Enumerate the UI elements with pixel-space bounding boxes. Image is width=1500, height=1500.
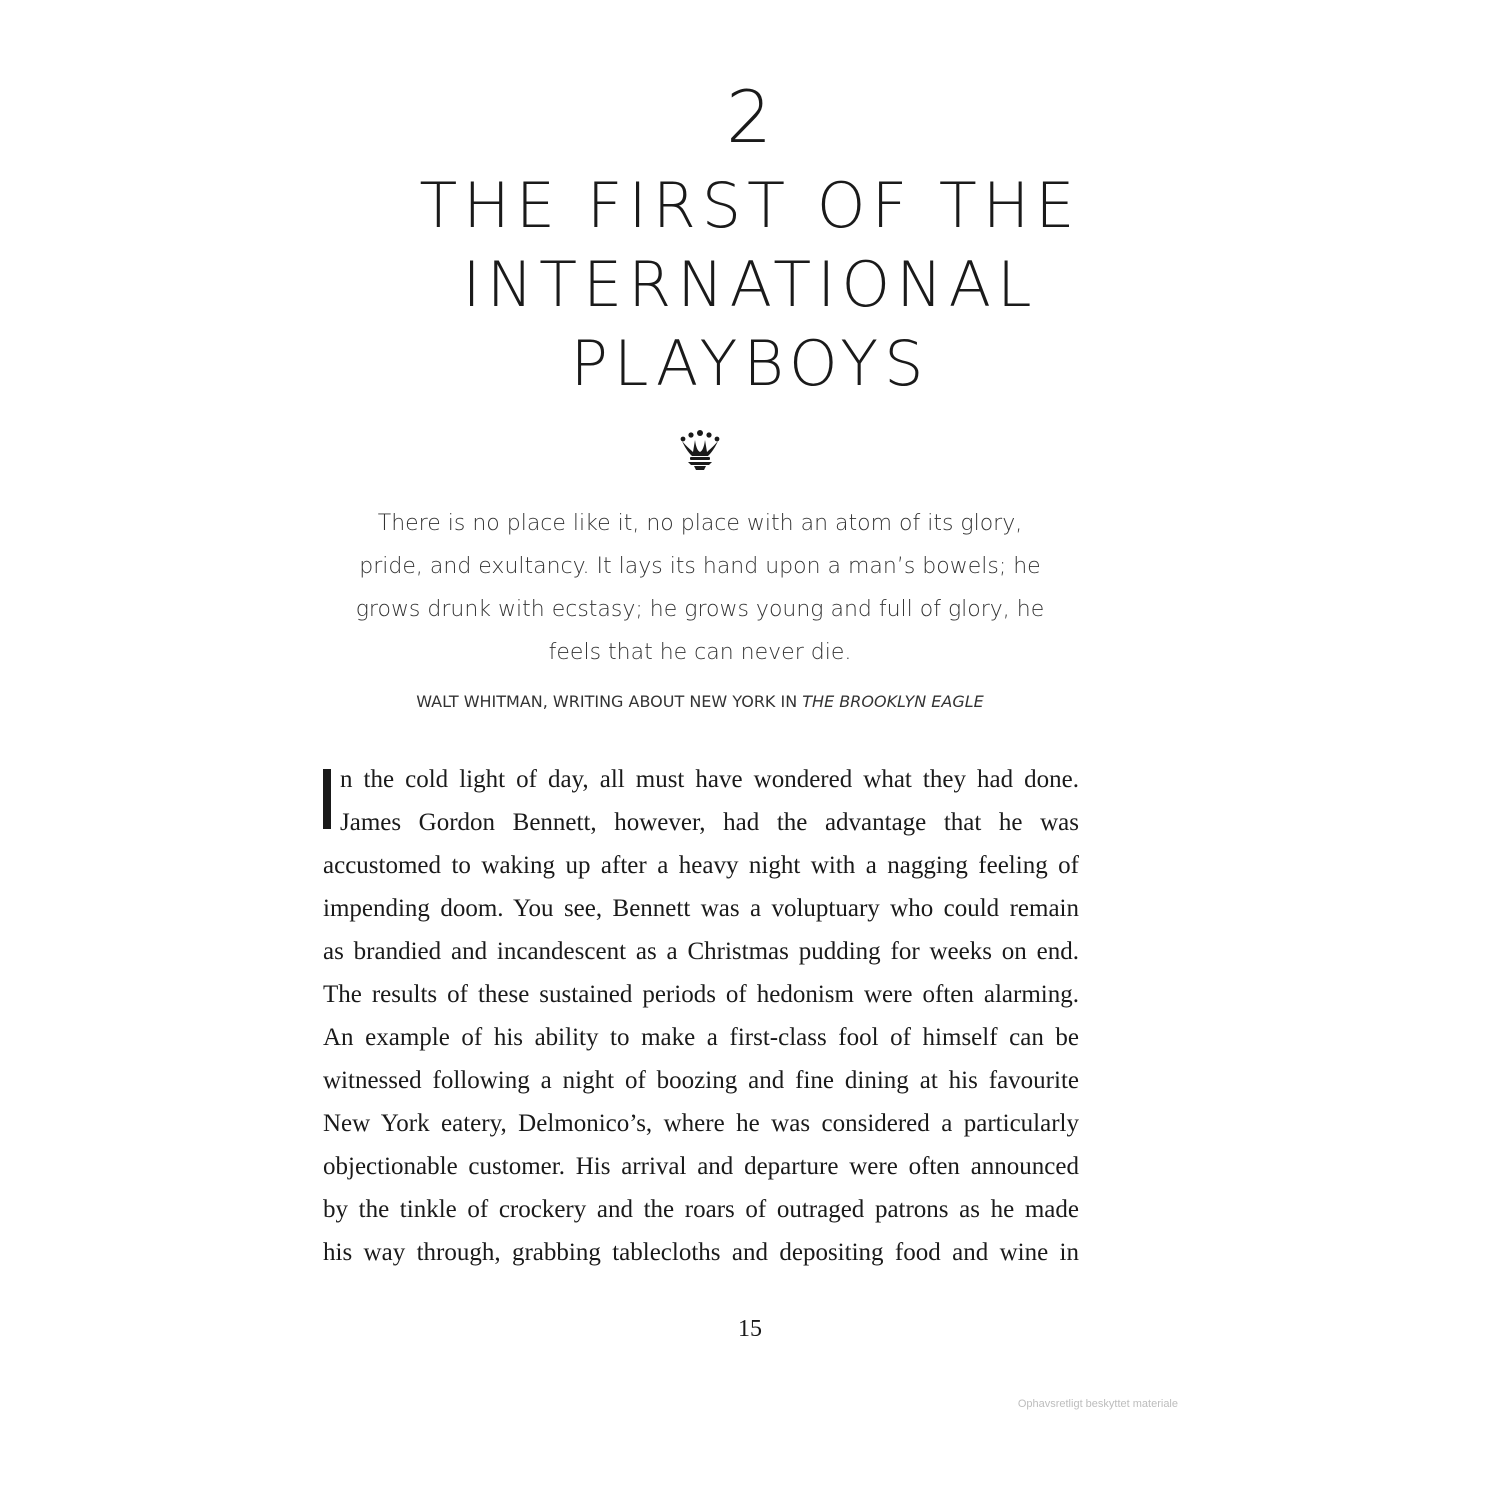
- body-line: impending doom. You see, Bennett was a voluptuary who could remain: [323, 895, 1079, 922]
- epigraph-line: There is no place like it, no place with an atom of its glory,: [377, 511, 1023, 536]
- body-line: An example of his ability to make a first-class fool of himself can be: [323, 1024, 1079, 1051]
- body-text: [323, 758, 1079, 1274]
- attribution-source: THE BROOKLYN EAGLE: [802, 692, 984, 711]
- epigraph: [330, 502, 1070, 674]
- body-line: James Gordon Bennett, however, had the advantage that he was: [340, 809, 1079, 836]
- body-line: as brandied and incandescent as a Christmas pudding for weeks on end.: [323, 938, 1079, 965]
- chapter-title-line: INTERNATIONAL: [462, 248, 1038, 321]
- body-line: witnessed following a night of boozing and fine dining at his favourite: [323, 1067, 1079, 1094]
- body-line: his way through, grabbing tablecloths and depositing food and wine in: [323, 1239, 1079, 1266]
- page-number: 15: [738, 1316, 762, 1342]
- epigraph-line: feels that he can never die.: [548, 640, 852, 665]
- chapter-title-line: PLAYBOYS: [570, 327, 930, 400]
- body-line: n the cold light of day, all must have wondered what they had done.: [340, 766, 1079, 793]
- body-line: accustomed to waking up after a heavy night with a nagging feeling of: [323, 852, 1079, 879]
- epigraph-line: pride, and exultancy. It lays its hand upon a man’s bowels; he: [359, 554, 1041, 579]
- chapter-title: [250, 166, 1250, 403]
- chapter-number: 2: [726, 75, 774, 159]
- body-line: by the tinkle of crockery and the roars of outraged patrons as he made: [323, 1196, 1079, 1223]
- attribution-author: WALT WHITMAN, WRITING ABOUT NEW YORK IN: [416, 692, 803, 711]
- body-line: objectionable customer. His arrival and departure were often announced: [323, 1153, 1079, 1180]
- copyright-watermark: Ophavsretligt beskyttet materiale: [1017, 1398, 1178, 1410]
- chapter-title-line: THE FIRST OF THE: [419, 169, 1081, 242]
- epigraph-line: grows drunk with ecstasy; he grows young and full of glory, he: [355, 597, 1045, 622]
- crown-icon: [678, 428, 722, 472]
- body-line: The results of these sustained periods of hedonism were often alarming.: [323, 981, 1079, 1008]
- epigraph-attribution: [300, 690, 1100, 714]
- body-line: New York eatery, Delmonico’s, where he was considered a particularly: [323, 1110, 1079, 1137]
